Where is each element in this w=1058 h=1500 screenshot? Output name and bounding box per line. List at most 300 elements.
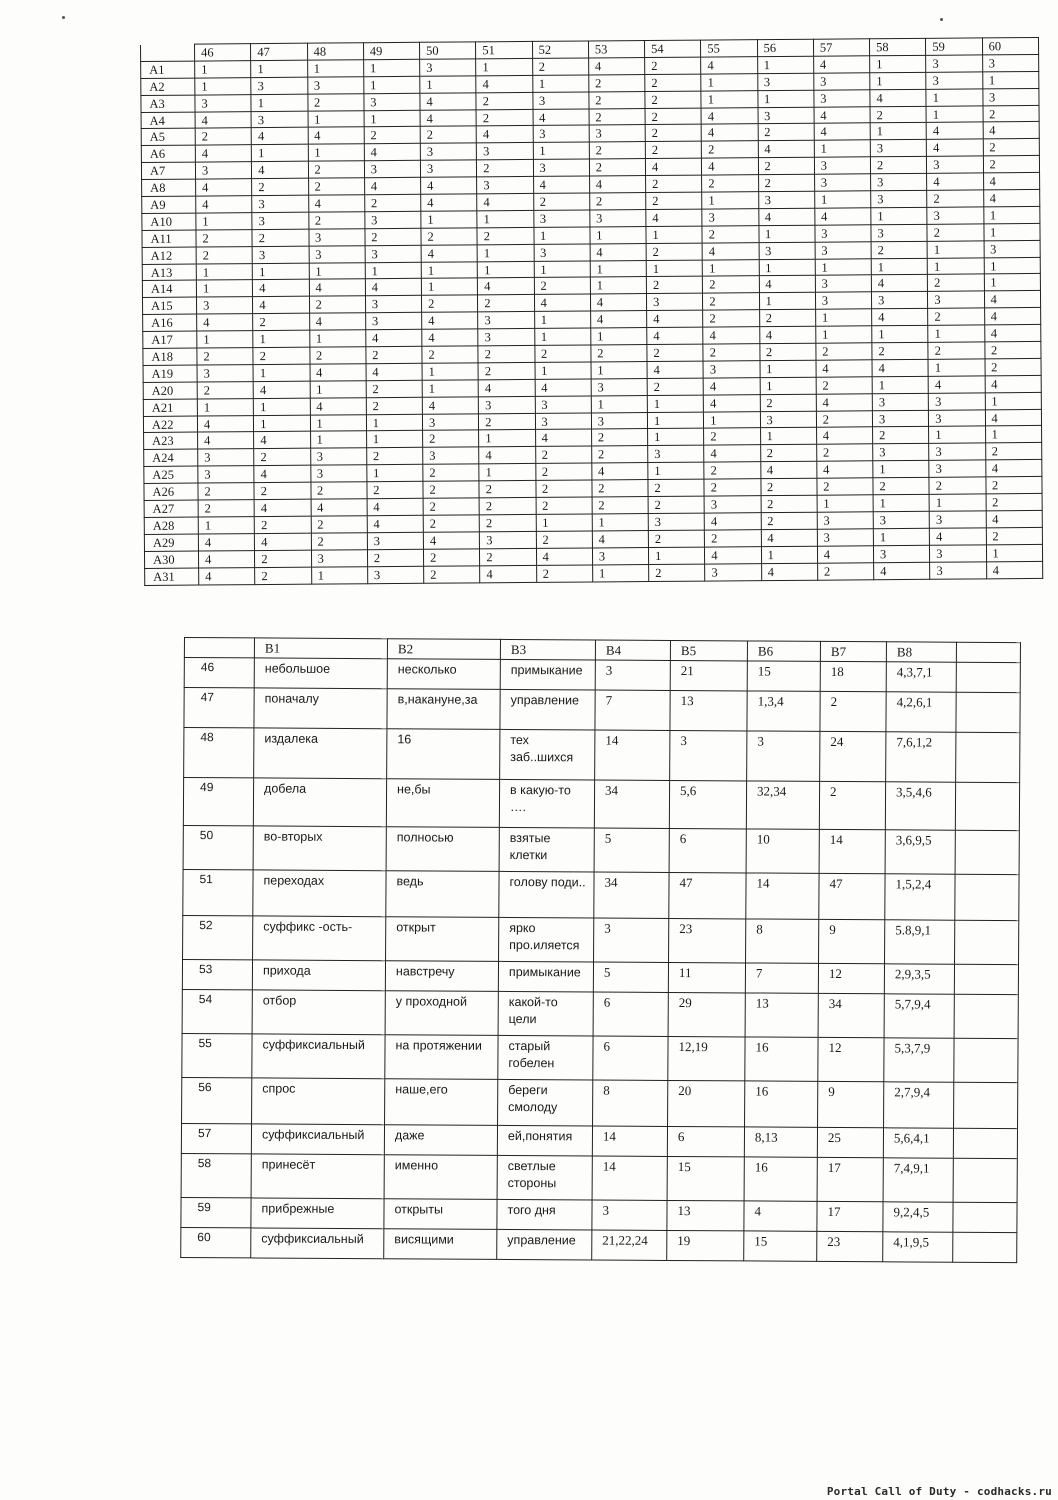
answer-cell: 4 <box>253 280 309 297</box>
answer-cell: 3 <box>592 547 648 564</box>
answer-cell: 2 <box>703 293 759 310</box>
answer-cell: 2 <box>367 481 423 498</box>
answer-cell: 3 <box>929 460 985 477</box>
answer-cell: 4 <box>590 294 646 311</box>
answer-cell: 4 <box>479 447 535 464</box>
answer-cell: 2 <box>986 493 1042 510</box>
answer-cell: 1 <box>363 59 419 76</box>
answer-cell: 4 <box>366 329 422 346</box>
answer-cell: 2 <box>872 342 928 359</box>
answer-cell: 3 <box>478 312 534 329</box>
row-label: A7 <box>141 162 195 179</box>
answers-table-b <box>180 637 1021 1263</box>
answer-cell: 3 <box>198 466 254 483</box>
answer-cell-b6: 15 <box>747 661 820 691</box>
answer-cell: 3 <box>365 296 421 313</box>
row-label: A25 <box>144 466 198 483</box>
answer-cell: 1 <box>477 244 533 261</box>
answer-cell: 2 <box>702 225 758 242</box>
answer-cell: 3 <box>591 378 647 395</box>
answer-cell: 2 <box>307 93 363 110</box>
answer-cell: 1 <box>422 363 478 380</box>
answer-cell: 3 <box>533 159 589 176</box>
answer-cell: 1 <box>647 412 703 429</box>
answer-cell: 3 <box>703 361 759 378</box>
row-label: A22 <box>143 416 197 433</box>
answer-cell-b5: 3 <box>670 730 747 780</box>
answer-cell: 3 <box>929 443 985 460</box>
answer-cell: 2 <box>703 344 759 361</box>
empty-cell <box>955 920 1019 964</box>
answer-cell: 3 <box>814 174 870 191</box>
answer-cell: 2 <box>366 448 422 465</box>
answer-cell-b2: у проходной <box>385 991 498 1036</box>
row-label: A29 <box>144 534 198 551</box>
answer-cell: 2 <box>311 533 367 550</box>
answer-cell-b5: 21 <box>670 660 747 690</box>
answer-cell: 4 <box>704 513 760 530</box>
answer-cell: 2 <box>198 500 254 517</box>
empty-cell <box>953 1128 1017 1158</box>
answer-cell: 2 <box>253 313 309 330</box>
answer-cell: 4 <box>367 515 423 532</box>
answer-cell: 3 <box>252 195 308 212</box>
answer-cell: 4 <box>647 361 703 378</box>
answer-cell: 1 <box>309 262 365 279</box>
answer-cell-b3: управление <box>497 1229 592 1260</box>
row-label: 51 <box>183 869 253 915</box>
answer-cell-b8: 5,6,4,1 <box>883 1128 953 1158</box>
answer-cell-b7: 12 <box>818 1037 884 1081</box>
answer-cell: 3 <box>817 529 873 546</box>
row-label: A31 <box>145 568 199 585</box>
row-label: A19 <box>143 365 197 382</box>
answer-cell: 1 <box>421 278 477 295</box>
answer-cell: 4 <box>702 242 758 259</box>
answer-cell-b6: 13 <box>745 993 818 1037</box>
answer-cell: 3 <box>872 393 928 410</box>
answer-cell: 1 <box>254 398 310 415</box>
answer-cell-b2: навстречу <box>385 961 498 992</box>
answer-cell: 2 <box>423 481 479 498</box>
row-label: A20 <box>143 382 197 399</box>
answer-cell: 3 <box>982 88 1038 105</box>
answer-cell: 1 <box>927 257 983 274</box>
answer-cell: 2 <box>308 212 364 229</box>
answer-cell-b5: 23 <box>669 918 746 962</box>
answer-cell: 4 <box>760 461 816 478</box>
answer-cell: 2 <box>480 548 536 565</box>
answer-cell: 4 <box>872 359 928 376</box>
answer-cell-b7: 34 <box>818 993 884 1037</box>
answer-cell-b2: висящими <box>384 1229 497 1260</box>
answer-cell: 3 <box>480 531 536 548</box>
table-row <box>182 1077 1018 1128</box>
answer-cell: 4 <box>420 93 476 110</box>
row-label: 47 <box>184 688 254 728</box>
answer-cell-b2: несколько <box>387 659 500 690</box>
answer-cell: 2 <box>365 228 421 245</box>
answer-cell: 1 <box>648 462 704 479</box>
answer-cell: 3 <box>310 465 366 482</box>
answer-cell: 2 <box>646 175 702 192</box>
answer-cell: 3 <box>535 413 591 430</box>
answer-cell: 3 <box>198 449 254 466</box>
answer-cell-b7: 17 <box>817 1157 883 1201</box>
answer-cell: 1 <box>817 495 873 512</box>
answer-cell: 4 <box>308 195 364 212</box>
answer-cell: 4 <box>816 427 872 444</box>
answer-cell: 4 <box>476 75 532 92</box>
answer-cell: 2 <box>536 497 592 514</box>
answer-cell: 1 <box>591 395 647 412</box>
answer-cell: 3 <box>929 393 985 410</box>
answer-cell: 3 <box>367 532 423 549</box>
answer-cell-b5: 13 <box>670 690 747 730</box>
row-label: A11 <box>142 230 196 247</box>
answer-cell-b1: во-вторых <box>253 826 386 871</box>
answer-cell: 3 <box>308 229 364 246</box>
answer-cell: 4 <box>254 432 310 449</box>
answer-cell: 3 <box>648 513 704 530</box>
row-label: 60 <box>181 1227 251 1257</box>
answer-cell-b5: 47 <box>669 872 746 918</box>
answer-cell: 4 <box>309 279 365 296</box>
answer-cell: 3 <box>815 275 871 292</box>
answer-cell: 1 <box>196 263 252 280</box>
answer-cell: 1 <box>928 359 984 376</box>
answer-cell: 2 <box>364 194 420 211</box>
answer-cell: 4 <box>198 533 254 550</box>
answer-cell: 2 <box>646 243 702 260</box>
answer-cell: 1 <box>253 364 309 381</box>
answer-cell: 4 <box>198 550 254 567</box>
answer-cell: 4 <box>983 122 1039 139</box>
empty-cell <box>954 994 1018 1038</box>
answer-cell: 3 <box>590 209 646 226</box>
answer-cell: 3 <box>420 160 476 177</box>
answers-table-a <box>140 37 1043 586</box>
answer-cell: 2 <box>645 74 701 91</box>
scan-speck <box>62 16 65 19</box>
answer-cell: 3 <box>871 190 927 207</box>
answer-cell: 4 <box>420 109 476 126</box>
answer-cell: 2 <box>817 562 873 579</box>
answer-cell-b4: 3 <box>595 660 670 690</box>
answer-cell: 4 <box>589 176 645 193</box>
answer-cell: 3 <box>533 210 589 227</box>
answer-cell: 1 <box>535 362 591 379</box>
table-b-corner-cell <box>184 638 254 658</box>
answer-cell-b3: тех заб..шихся <box>500 729 595 780</box>
answer-cell: 2 <box>704 428 760 445</box>
answer-cell: 2 <box>870 157 926 174</box>
empty-cell <box>953 1158 1017 1202</box>
answer-cell: 2 <box>423 430 479 447</box>
answer-cell: 3 <box>479 396 535 413</box>
answer-cell: 2 <box>646 277 702 294</box>
answer-cell: 2 <box>366 380 422 397</box>
answer-cell: 3 <box>310 448 366 465</box>
answer-cell: 4 <box>535 429 591 446</box>
answer-cell-b6: 14 <box>746 873 819 919</box>
answer-cell: 2 <box>983 139 1039 156</box>
answer-cell: 4 <box>364 177 420 194</box>
answer-cell: 3 <box>870 140 926 157</box>
answer-cell: 1 <box>251 60 307 77</box>
answer-cell: 1 <box>702 192 758 209</box>
answer-cell: 3 <box>758 107 814 124</box>
row-label: A28 <box>144 517 198 534</box>
answer-cell: 2 <box>648 530 704 547</box>
answer-cell: 3 <box>365 313 421 330</box>
column-header: B4 <box>595 640 670 660</box>
answer-cell: 1 <box>984 274 1040 291</box>
answer-cell-b2: открыт <box>386 917 499 962</box>
empty-cell <box>956 692 1020 732</box>
row-label: A3 <box>141 95 195 112</box>
answer-cell: 4 <box>590 311 646 328</box>
answer-cell-b6: 16 <box>745 1081 818 1127</box>
row-label: 49 <box>183 778 253 826</box>
answer-cell-b1: прибрежные <box>251 1198 384 1229</box>
answer-cell: 2 <box>535 446 591 463</box>
answer-cell: 3 <box>927 207 983 224</box>
answer-cell: 2 <box>591 446 647 463</box>
answer-cell: 4 <box>535 379 591 396</box>
answer-cell-b5: 6 <box>669 828 746 872</box>
column-header <box>956 642 1020 662</box>
answer-cell: 3 <box>873 545 929 562</box>
answer-cell: 1 <box>927 241 983 258</box>
answer-cell: 3 <box>871 224 927 241</box>
answer-cell-b5: 12,19 <box>668 1036 745 1080</box>
answer-cell: 1 <box>534 328 590 345</box>
answer-cell-b7: 23 <box>817 1231 883 1261</box>
answer-cell: 2 <box>871 241 927 258</box>
answer-cell: 2 <box>928 274 984 291</box>
column-header: 58 <box>869 38 925 55</box>
answer-cell: 2 <box>254 516 310 533</box>
answer-cell: 4 <box>985 460 1041 477</box>
answer-cell: 3 <box>817 512 873 529</box>
answer-cell: 4 <box>197 415 253 432</box>
answer-cell: 4 <box>422 312 478 329</box>
answer-cell: 2 <box>705 529 761 546</box>
answer-cell: 1 <box>421 211 477 228</box>
answer-cell: 2 <box>703 310 759 327</box>
answer-cell: 1 <box>479 430 535 447</box>
answer-cell: 1 <box>983 206 1039 223</box>
row-label: A5 <box>141 129 195 146</box>
answer-cell-b8: 5,3,7,9 <box>884 1038 954 1082</box>
answer-cell-b7: 47 <box>819 873 885 919</box>
answer-cell: 4 <box>592 463 648 480</box>
column-header: 60 <box>982 37 1038 54</box>
answer-cell: 2 <box>478 345 534 362</box>
answer-cell-b5: 5,6 <box>669 780 746 828</box>
table-row <box>184 688 1020 733</box>
answer-cell: 2 <box>589 91 645 108</box>
table-row <box>184 728 1020 783</box>
answer-cell: 2 <box>420 126 476 143</box>
empty-cell <box>956 662 1020 692</box>
table-row <box>183 778 1019 831</box>
table-row <box>183 825 1019 874</box>
answer-cell: 1 <box>195 77 251 94</box>
answer-cell: 4 <box>871 275 927 292</box>
answer-cell: 2 <box>703 276 759 293</box>
answer-cell: 1 <box>873 528 929 545</box>
answer-cell: 3 <box>872 410 928 427</box>
answer-cell: 2 <box>309 296 365 313</box>
column-header: 49 <box>363 42 419 59</box>
answer-cell: 1 <box>760 428 816 445</box>
answer-cell-b6: 10 <box>746 829 819 873</box>
answer-cell: 2 <box>197 348 253 365</box>
answer-cell: 1 <box>196 213 252 230</box>
answer-cell: 2 <box>645 125 701 142</box>
answer-cell-b4: 6 <box>593 1036 668 1080</box>
answer-cell-b4: 34 <box>594 872 669 918</box>
row-label: A6 <box>141 145 195 162</box>
answer-cell: 2 <box>816 377 872 394</box>
answer-cell: 2 <box>649 564 705 581</box>
answer-cell: 4 <box>702 158 758 175</box>
answer-cell-b7: 12 <box>818 963 884 993</box>
answer-cell: 1 <box>760 360 816 377</box>
table-row <box>183 869 1019 920</box>
answer-cell: 1 <box>479 464 535 481</box>
answer-cell-b3: старый гобелен <box>498 1035 593 1080</box>
answer-cell: 2 <box>984 341 1040 358</box>
answer-cell: 1 <box>701 73 757 90</box>
answer-cell-b3: управление <box>500 689 595 730</box>
answer-cell: 2 <box>255 567 311 584</box>
answer-cell: 3 <box>929 511 985 528</box>
answer-cell-b8: 2,9,3,5 <box>884 964 954 994</box>
answer-cell: 2 <box>421 295 477 312</box>
answer-cell: 2 <box>592 480 648 497</box>
answer-cell: 4 <box>870 89 926 106</box>
answer-cell: 2 <box>702 141 758 158</box>
answer-cell: 2 <box>195 128 251 145</box>
answer-cell-b4: 34 <box>594 780 669 828</box>
answer-cell: 1 <box>871 258 927 275</box>
answer-cell: 2 <box>254 482 310 499</box>
answer-cell: 2 <box>986 527 1042 544</box>
answer-cell-b4: 5 <box>594 828 669 872</box>
row-label: 54 <box>182 989 252 1033</box>
answer-cell-b1: принесёт <box>251 1154 384 1199</box>
answer-cell: 1 <box>648 547 704 564</box>
answer-cell: 1 <box>252 145 308 162</box>
answer-cell: 1 <box>591 361 647 378</box>
answer-cell: 4 <box>196 196 252 213</box>
answer-cell: 1 <box>307 60 363 77</box>
table-row <box>181 1227 1017 1262</box>
answer-cell-b5: 29 <box>668 992 745 1036</box>
answer-cell-b3: примыкание <box>498 961 593 992</box>
row-label: A18 <box>143 348 197 365</box>
table-a-corner-cell <box>141 44 195 61</box>
answer-cell: 1 <box>985 426 1041 443</box>
answer-cell: 2 <box>816 410 872 427</box>
answer-cell: 2 <box>985 477 1041 494</box>
answer-cell: 2 <box>255 550 311 567</box>
row-label: A24 <box>144 449 198 466</box>
column-header: B8 <box>886 642 956 662</box>
column-header: 52 <box>532 41 588 58</box>
answer-cell: 3 <box>815 292 871 309</box>
answer-cell: 4 <box>254 499 310 516</box>
answer-cell: 3 <box>251 111 307 128</box>
answer-cell: 1 <box>366 431 422 448</box>
answer-cell-b2: полносью <box>386 827 499 872</box>
answer-cell: 3 <box>984 240 1040 257</box>
answer-cell: 1 <box>311 566 367 583</box>
answer-cell: 2 <box>759 343 815 360</box>
answer-cell-b4: 7 <box>595 690 670 730</box>
column-header: B7 <box>820 641 886 661</box>
watermark: Portal Call of Duty - codhacks.ru <box>826 1485 1052 1498</box>
answer-cell: 3 <box>982 54 1038 71</box>
answer-cell: 3 <box>365 245 421 262</box>
answer-cell: 4 <box>588 57 644 74</box>
answer-cell-b5: 19 <box>667 1230 744 1260</box>
answer-cell: 2 <box>423 498 479 515</box>
answer-cell: 2 <box>366 346 422 363</box>
answer-cell-b7: 18 <box>820 661 886 691</box>
answer-cell: 2 <box>592 497 648 514</box>
table-row <box>183 915 1019 964</box>
answer-cell: 4 <box>253 297 309 314</box>
answer-cell: 2 <box>928 308 984 325</box>
answer-cell: 1 <box>477 261 533 278</box>
answer-cell: 3 <box>422 413 478 430</box>
answer-cell: 2 <box>422 346 478 363</box>
answer-cell: 4 <box>198 432 254 449</box>
answer-cell: 3 <box>309 245 365 262</box>
answer-cell-b3: в какую-то …. <box>499 779 594 828</box>
answer-cell: 4 <box>309 313 365 330</box>
answer-cell: 2 <box>929 477 985 494</box>
answer-cell: 2 <box>479 481 535 498</box>
answer-cell: 1 <box>195 61 251 78</box>
answer-cell-b1: добела <box>253 778 386 827</box>
table-row <box>181 1153 1017 1202</box>
answer-cell: 1 <box>873 494 929 511</box>
answer-cell: 2 <box>479 413 535 430</box>
answer-cell: 1 <box>197 398 253 415</box>
row-label: A4 <box>141 112 195 129</box>
answer-cell: 4 <box>366 363 422 380</box>
answer-cell: 3 <box>927 156 983 173</box>
answer-cell: 1 <box>986 544 1042 561</box>
answer-cell: 3 <box>815 241 871 258</box>
answer-cell: 2 <box>873 427 929 444</box>
answer-cell-b5: 11 <box>668 962 745 992</box>
answer-cell: 2 <box>646 192 702 209</box>
answer-cell: 1 <box>198 517 254 534</box>
answer-cell: 1 <box>926 89 982 106</box>
answer-cell: 2 <box>479 514 535 531</box>
row-label: 59 <box>181 1197 251 1227</box>
answer-cell-b6: 3 <box>747 731 820 781</box>
empty-cell <box>956 732 1020 782</box>
answer-cell: 4 <box>478 278 534 295</box>
answer-cell-b3: какой-то цели <box>498 991 593 1036</box>
